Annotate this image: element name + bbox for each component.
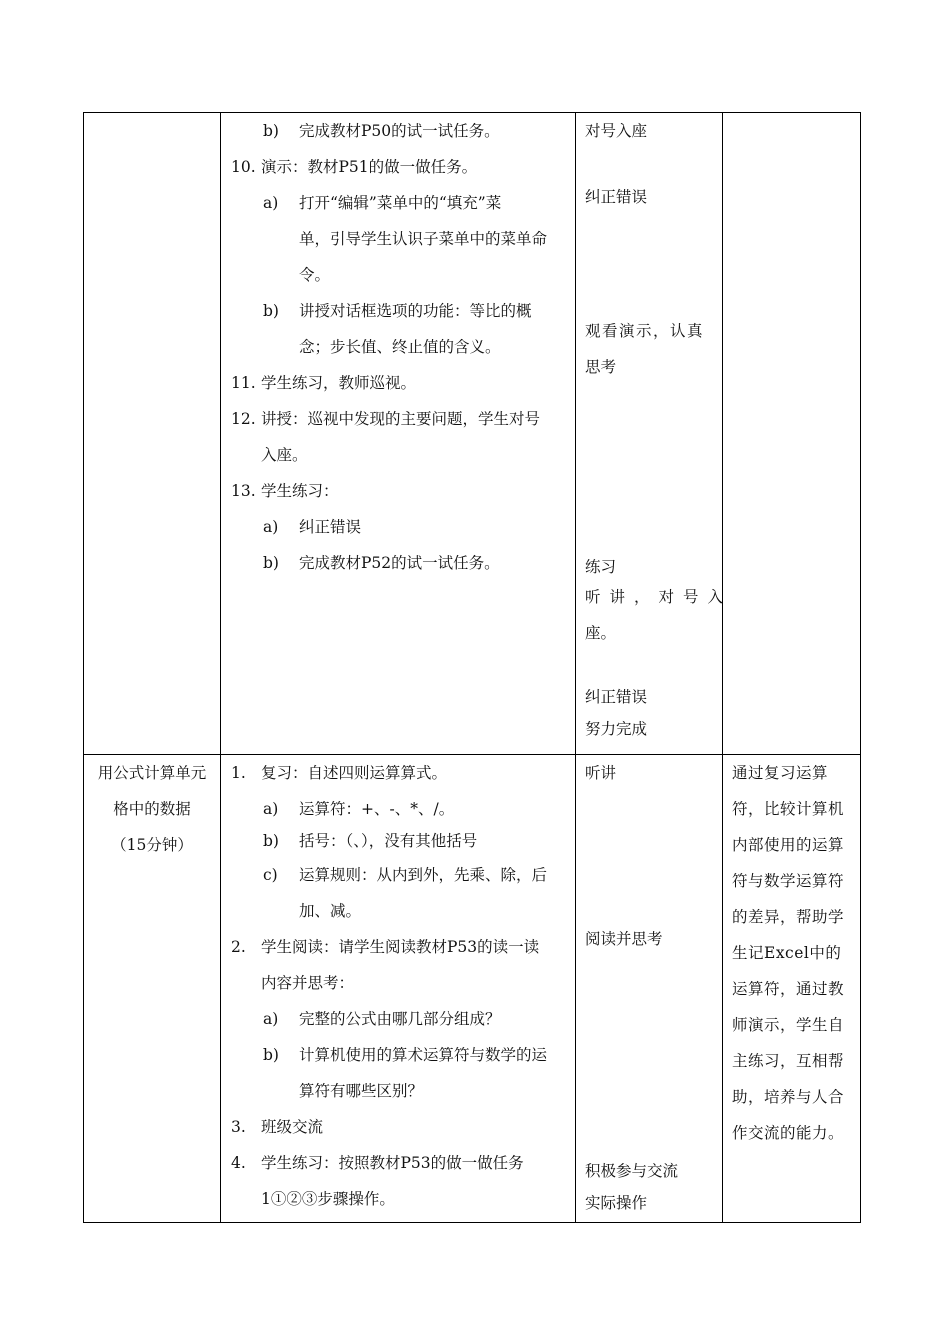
student-activity-line: 练习 [585,558,617,576]
step-label: 13. [231,482,256,500]
student-activity-line: 对号入座 [585,122,648,140]
design-intent-cell [723,755,861,1223]
sub-step-item [231,185,567,293]
step-text: 完成教材P52的试一试任务。 [299,554,500,572]
step-label: a) [263,518,279,536]
step-text-line: 念；步长值、终止值的含义。 [299,338,501,356]
topic-cell-empty [84,113,221,755]
sub-step-item: a) 完整的公式由哪几部分组成？ [263,1010,501,1028]
table-row [84,755,861,1223]
step-label: b) [263,554,279,572]
topic-line: 格中的数据 [113,800,191,818]
step-text-line: 讲授：巡视中发现的主要问题，学生对号 [261,410,541,428]
step-text: 完成教材P50的试一试任务。 [299,122,500,140]
design-intent-line: 生记Excel中的 [732,944,842,962]
student-activity-line: 听讲，对号入 [585,588,733,606]
step-label: 10. [231,158,256,176]
student-activity-line: 实际操作 [585,1194,648,1212]
design-intent-line: 作交流的能力。 [732,1124,845,1142]
sub-step-item [231,509,567,545]
lesson-plan-table [83,112,861,1223]
step-item [231,401,567,473]
step-label: b) [263,122,279,140]
step-text-line: 打开“编辑”菜单中的“填充”菜 [299,194,502,212]
design-intent-line: 符，比较计算机 [732,800,845,818]
step-item: 2. 学生阅读：请学生阅读教材P53的读一读 内容并思考： [231,938,540,992]
table-row [84,113,861,755]
step-text-line: 讲授对话框选项的功能：等比的概 [299,302,532,320]
teacher-activity-cell [221,113,576,755]
step-label: b) [263,302,279,320]
topic-line: 用公式计算单元 [97,764,207,782]
step-label: a) [263,194,279,212]
student-activity-line: 阅读并思考 [585,930,663,948]
design-intent-line: 运算符，通过教 [732,980,845,998]
student-activity-line: 积极参与交流 [585,1162,679,1180]
student-activity-line: 听讲 [585,764,617,782]
step-text: 纠正错误 [299,518,362,536]
sub-step-item: a) 运算符：+、-、*、/。 [263,800,455,818]
teacher-activity-cell [221,755,576,1223]
sub-step-item [231,293,567,365]
sub-step-item: b) 括号：（、），没有其他括号 [263,832,478,850]
sub-step-item [231,545,567,581]
design-intent-line: 内部使用的运算 [732,836,845,854]
step-item: 1. 复习：自述四则运算算式。 [231,764,448,782]
student-activity-cell [576,755,723,1223]
design-intent-line: 主练习，互相帮 [732,1052,845,1070]
design-intent-line: 的差异，帮助学 [732,908,845,926]
sub-step-item [231,113,567,149]
design-intent-line: 符与数学运算符 [732,872,845,890]
student-activity-line: 努力完成 [585,720,648,738]
step-item [231,149,567,185]
step-item: 4. 学生练习：按照教材P53的做一做任务 1①②③步骤操作。 [231,1154,524,1208]
step-label: 12. [231,410,256,428]
student-activity-line: 观看演示，认真 [585,322,705,340]
student-activity-line: 纠正错误 [585,688,648,706]
sub-step-item: b) 计算机使用的算术运算符与数学的运 算符有哪些区别？ [263,1046,548,1100]
step-text-line: 令。 [299,266,331,284]
step-text-line: 单，引导学生认识子菜单中的菜单命 [299,230,548,248]
student-activity-cell [576,113,733,755]
step-label: 11. [231,374,256,392]
step-text: 学生练习： [261,482,339,500]
design-intent-cell-empty [723,113,861,755]
design-intent-line: 助，培养与人合 [732,1088,845,1106]
student-activity-line: 思考 [585,358,617,376]
step-item [231,365,567,401]
step-text: 演示：教材P51的做一做任务。 [261,158,478,176]
topic-cell [84,755,221,1223]
step-text: 学生练习，教师巡视。 [261,374,417,392]
step-text-line: 入座。 [261,446,308,464]
student-activity-line: 纠正错误 [585,188,648,206]
student-activity-line: 座。 [585,624,617,642]
design-intent-line: 通过复习运算 [732,764,829,782]
design-intent-line: 师演示，学生自 [732,1016,845,1034]
step-item [231,473,567,509]
sub-step-item: c) 运算规则：从内到外，先乘、除，后 加、减。 [263,866,548,920]
topic-duration: （15分钟） [111,836,193,854]
step-item: 3. 班级交流 [231,1118,324,1136]
